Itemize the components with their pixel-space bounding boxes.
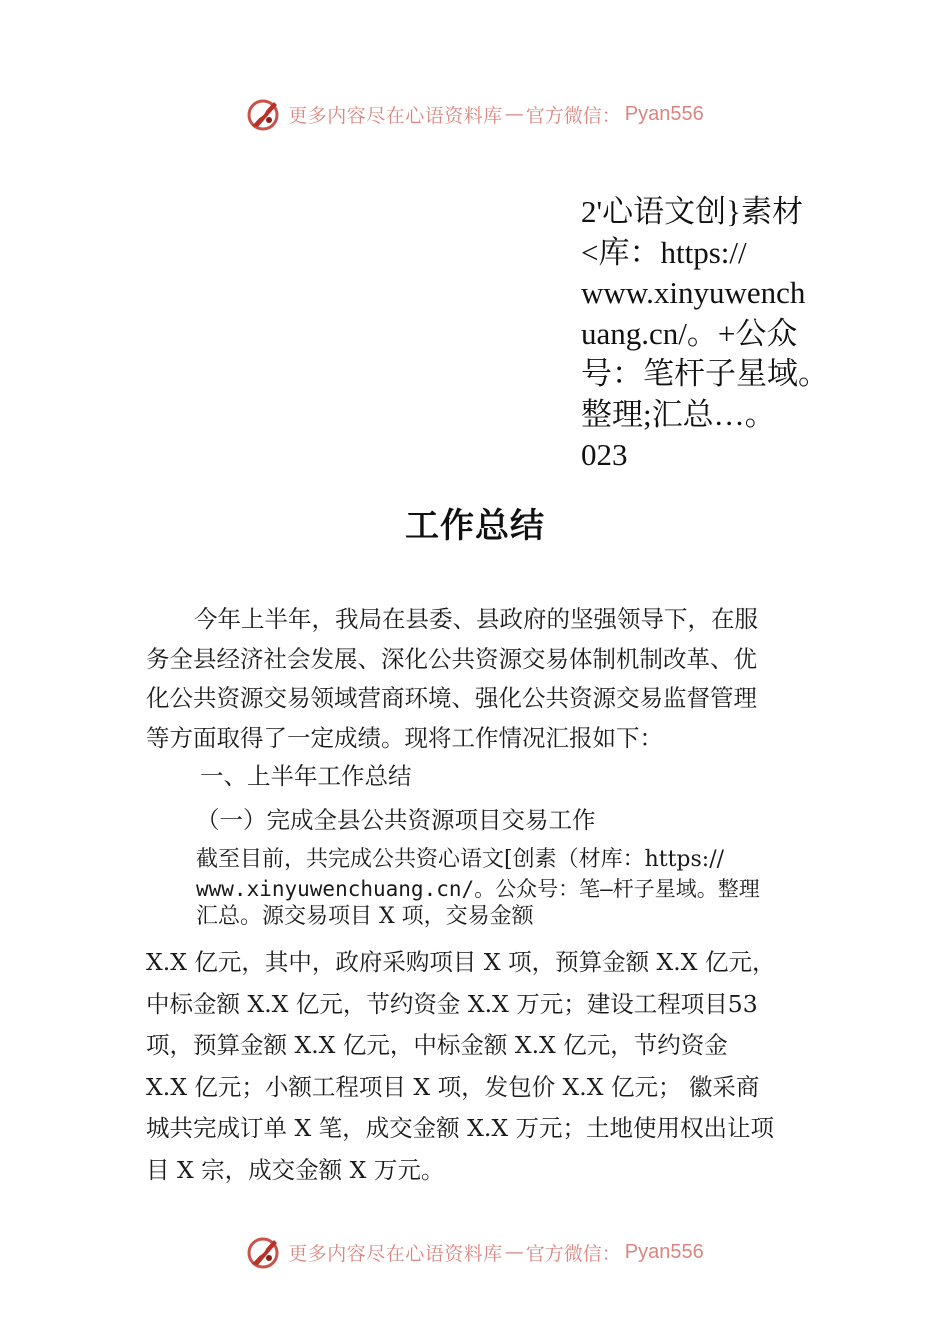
banner-separator: —: [504, 103, 524, 125]
mixed-watermark-paragraph: [196, 846, 846, 932]
subsection-heading: （一）完成全县公共资源项目交易工作: [196, 806, 596, 834]
text-line: X.X 亿元，其中，政府采购项目 X 项，预算金额 X.X 亿元，: [146, 948, 776, 976]
side-note-line: www.xinyuwench: [581, 275, 806, 310]
text-line: 城共完成订单 X 笔，成交金额 X.X 万元；土地使用权出让项: [146, 1114, 775, 1142]
side-note-line: uang.cn/。+公众: [581, 315, 798, 351]
banner-wechat-id: Pyan556: [624, 102, 704, 125]
document-title: 工作总结: [405, 506, 545, 546]
intro-paragraph: [146, 600, 826, 758]
side-note-line: 2'心语文创}素材: [581, 194, 803, 229]
body-paragraph: [146, 942, 826, 1191]
header-watermark-banner: [0, 92, 950, 136]
text-line: 务全县经济社会发展、深化公共资源交易体制机制改革、优: [146, 644, 757, 673]
footer-watermark-banner: [0, 1230, 950, 1274]
banner-wechat-label: 官方微信：: [525, 104, 621, 127]
text-line: 中标金额 X.X 亿元，节约资金 X.X 万元；建设工程项目53: [146, 989, 758, 1018]
banner-wechat-id: Pyan556: [624, 1240, 704, 1263]
text-line: www.xinyuwenchuang.cn/。公众号：笔—杆子星域。整理: [196, 876, 760, 901]
text-line: 化公共资源交易领域营商环境、强化公共资源交易监督管理: [146, 684, 757, 712]
banner-separator: —: [504, 1241, 524, 1263]
text-line: 汇总。源交易项目 X 项，交易金额: [196, 904, 534, 929]
side-note-line: 号：笔杆子星域。: [581, 356, 829, 391]
quill-logo-icon: [246, 1234, 282, 1270]
banner-text: 更多内容尽在心语资料库: [288, 104, 503, 127]
banner-text: 更多内容尽在心语资料库: [288, 1242, 503, 1265]
side-note-line: 整理;汇总…。: [581, 396, 776, 432]
text-line: 等方面取得了一定成绩。现将工作情况汇报如下：: [146, 723, 663, 752]
banner-wechat-label: 官方微信：: [525, 1242, 621, 1265]
section-heading: 一、上半年工作总结: [200, 762, 412, 790]
text-line: X.X 亿元；小额工程项目 X 项，发包价 X.X 亿元； 徽采商: [146, 1072, 760, 1101]
text-line: 截至目前，共完成公共资心语文[创素（材库：https://: [196, 847, 725, 872]
quill-logo-icon: [246, 96, 282, 132]
side-watermark-note: [581, 192, 843, 476]
side-note-line: <库：https://: [581, 234, 747, 270]
text-line: 项，预算金额 X.X 亿元，中标金额 X.X 亿元，节约资金: [146, 1031, 728, 1059]
text-line: 今年上半年，我局在县委、县政府的坚强领导下，在服: [194, 605, 758, 633]
text-line: 目 X 宗，成交金额 X 万元。: [146, 1155, 445, 1184]
side-note-line: 023: [581, 437, 628, 472]
